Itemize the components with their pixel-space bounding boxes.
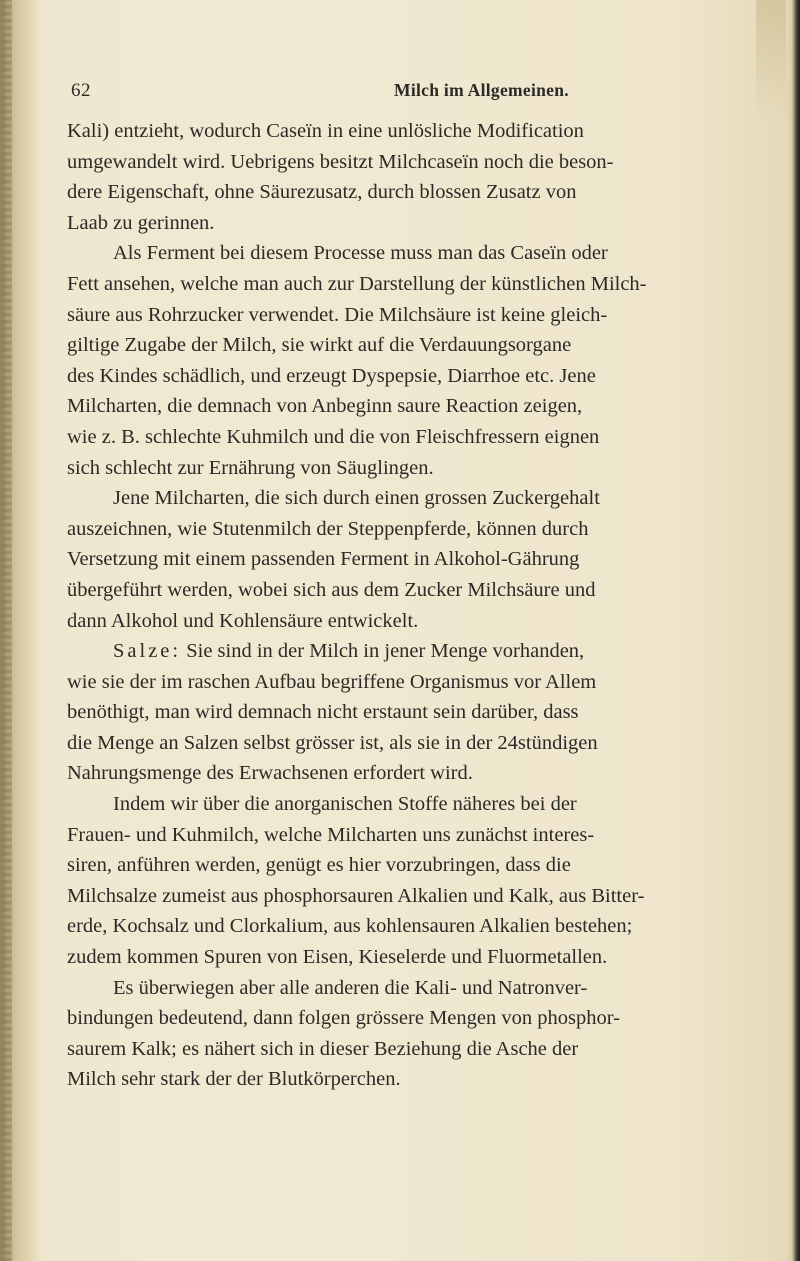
text-line: dann Alkohol und Kohlensäure entwickelt.	[67, 609, 419, 632]
text-line: Jene Milcharten, die sich durch einen grossen Zuckergehalt	[113, 487, 600, 510]
text-line: Als Ferment bei diesem Processe muss man das Caseïn oder	[113, 242, 608, 265]
text-line: erde, Kochsalz und Clorkalium, aus kohlensauren Alkalien bestehen;	[67, 915, 633, 938]
text-line: auszeichnen, wie Stutenmilch der Steppenpferde, können durch	[67, 517, 589, 540]
text-line: übergeführt werden, wobei sich aus dem Zucker Milchsäure und	[67, 578, 596, 601]
text-line: Fett ansehen, welche man auch zur Darstellung der künstlichen Milch-	[67, 272, 647, 295]
paragraph	[67, 789, 785, 973]
text-line: Kali) entzieht, wodurch Caseïn in eine unlösliche Modification	[67, 120, 584, 142]
text-line: Milch sehr stark der der Blutkörperchen.	[67, 1068, 401, 1091]
text-line: wie sie der im raschen Aufbau begriffene Organismus vor Allem	[67, 670, 597, 693]
text-line: die Menge an Salzen selbst grösser ist, als sie in der 24stündigen	[67, 731, 598, 754]
text-line: benöthigt, man wird demnach nicht erstaunt sein darüber, dass	[67, 701, 579, 724]
text-line: Milcharten, die demnach von Anbeginn saure Reaction zeigen,	[67, 395, 583, 418]
text-line: Es überwiegen aber alle anderen die Kali- und Natronver-	[113, 976, 588, 999]
paragraph	[67, 636, 785, 789]
text-line: Frauen- und Kuhmilch, welche Milcharten uns zunächst interes-	[67, 823, 595, 846]
page-number: 62	[71, 80, 91, 101]
text-line: bindungen bedeutend, dann folgen grössere Mengen von phosphor-	[67, 1007, 620, 1030]
paragraph	[67, 116, 785, 238]
text-line: giltige Zugabe der Milch, sie wirkt auf die Verdauungsorgane	[67, 334, 572, 357]
section-lead: Salze:	[113, 640, 182, 663]
text-line: säure aus Rohrzucker verwendet. Die Milchsäure ist keine gleich-	[67, 303, 608, 326]
paragraph	[67, 483, 785, 636]
text-fragment: Sie sind in der Milch in jener Menge vorhanden,	[181, 640, 585, 663]
paragraph	[67, 973, 785, 1095]
text-line: Milchsalze zumeist aus phosphorsauren Alkalien und Kalk, aus Bitter-	[67, 884, 645, 907]
text-line	[67, 636, 785, 667]
text-line: Indem wir über die anorganischen Stoffe näheres bei der	[113, 793, 577, 816]
page-header	[0, 80, 800, 108]
text-line: umgewandelt wird. Uebrigens besitzt Milchcaseïn noch die beson-	[67, 150, 614, 173]
text-line: Versetzung mit einem passenden Ferment in Alkohol-Gährung	[67, 548, 580, 571]
text-line: wie z. B. schlechte Kuhmilch und die von Fleischfressern eignen	[67, 425, 600, 448]
text-line: Laab zu gerinnen.	[67, 211, 215, 234]
text-line: Nahrungsmenge des Erwachsenen erfordert wird.	[67, 762, 473, 785]
text-line: des Kindes schädlich, und erzeugt Dyspepsie, Diarrhoe etc. Jene	[67, 364, 596, 387]
page-right-edge	[786, 0, 800, 1261]
text-line: sich schlecht zur Ernährung von Säuglingen.	[67, 456, 434, 479]
text-line: saurem Kalk; es nähert sich in dieser Beziehung die Asche der	[67, 1037, 579, 1060]
paragraph	[67, 238, 785, 483]
book-binding-edge	[0, 0, 40, 1261]
text-line: siren, anführen werden, genügt es hier vorzubringen, dass die	[67, 854, 571, 877]
text-line: zudem kommen Spuren von Eisen, Kieselerde und Fluormetallen.	[67, 946, 608, 969]
running-title: Milch im Allgemeinen.	[394, 80, 569, 100]
body-text	[67, 116, 785, 1095]
text-line: dere Eigenschaft, ohne Säurezusatz, durch blossen Zusatz von	[67, 181, 577, 204]
